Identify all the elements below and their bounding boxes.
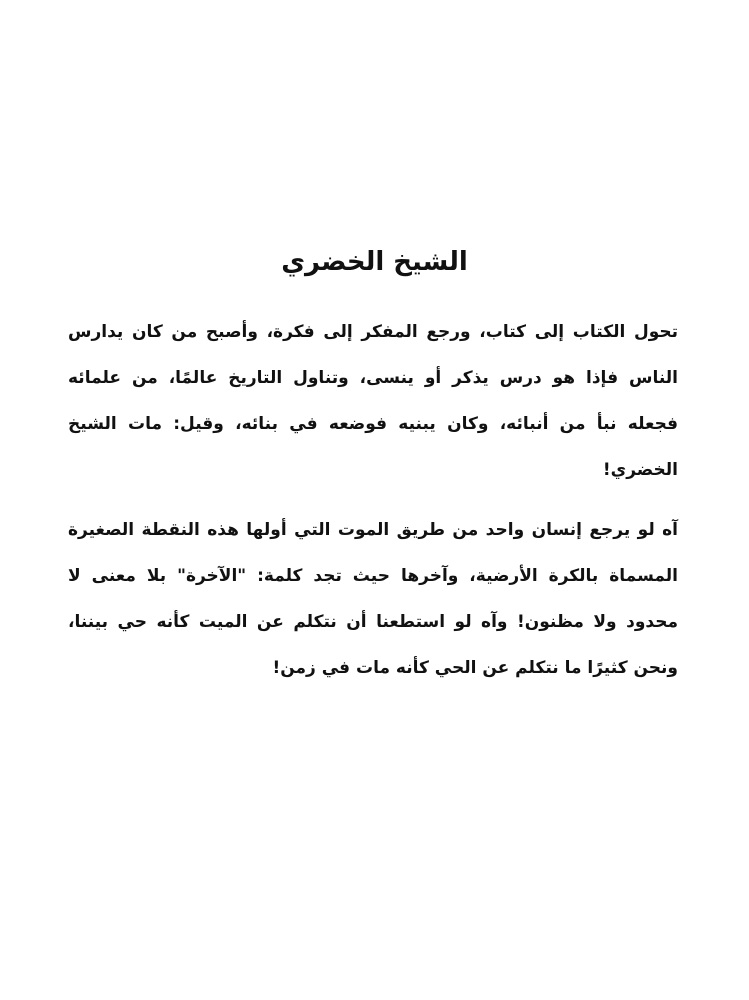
page-title: الشيخ الخضري (281, 247, 468, 277)
paragraph-2: آه لو يرجع إنسان واحد من طريق الموت التي أولها هذه النقطة الصغيرة المسماة بالكرة الأرضية، وآخرها حيث تجد كلمة: "الآخرة" بلا معنى لا محدود ولا مظنون! وآه لو استطعنا أن نتكلم عن الميت كأنه حي بيننا، ونحن كثيرًا ما نتكلم عن الحي كأنه مات في زمن! (68, 520, 678, 678)
paragraph-1: تحول الكتاب إلى كتاب، ورجع المفكر إلى فكرة، وأصبح من كان يدارس الناس فإذا هو درس يذكر أو ينسى، وتناول التاريخ عالمًا، من علمائه فجعله نبأ من أنبائه، وكان يبنيه فوضعه في بنائه، وقيل: مات الشيخ الخضري! (68, 322, 678, 480)
